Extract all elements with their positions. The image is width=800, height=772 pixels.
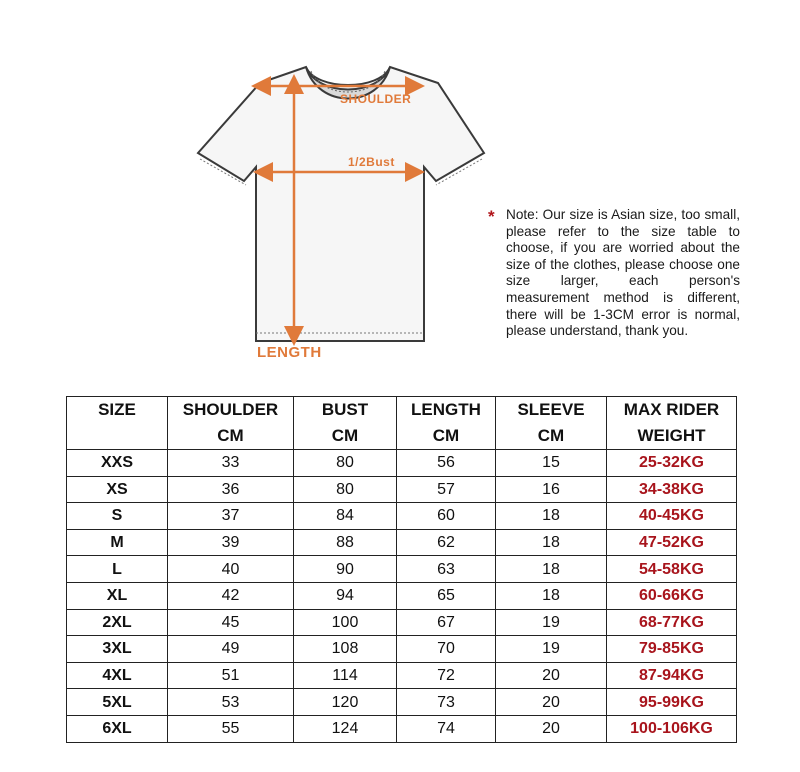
cell-length: 74 [397,715,496,742]
cell-size: 6XL [67,715,168,742]
cell-shoulder: 33 [168,450,294,477]
cell-length: 60 [397,503,496,530]
cell-weight: 79-85KG [607,636,737,663]
header-row [67,397,737,424]
cell-shoulder: 39 [168,529,294,556]
unit-bust: CM [294,423,397,450]
unit-length: CM [397,423,496,450]
cell-length: 65 [397,582,496,609]
cell-length: 72 [397,662,496,689]
cell-bust: 80 [294,450,397,477]
header-size: SIZE [67,397,168,424]
cell-bust: 80 [294,476,397,503]
cell-shoulder: 51 [168,662,294,689]
table-row [67,636,737,663]
cell-size: M [67,529,168,556]
cell-length: 67 [397,609,496,636]
cell-size: 3XL [67,636,168,663]
cell-length: 56 [397,450,496,477]
cell-weight: 87-94KG [607,662,737,689]
cell-bust: 108 [294,636,397,663]
tshirt-outline [198,67,484,341]
table-row [67,476,737,503]
table-row [67,715,737,742]
header-shoulder: SHOULDER [168,397,294,424]
unit-shoulder: CM [168,423,294,450]
cell-size: XXS [67,450,168,477]
cell-weight: 100-106KG [607,715,737,742]
cell-weight: 54-58KG [607,556,737,583]
size-note [488,207,740,340]
cell-shoulder: 45 [168,609,294,636]
cell-weight: 95-99KG [607,689,737,716]
cell-sleeve: 16 [496,476,607,503]
cell-sleeve: 19 [496,609,607,636]
cell-bust: 90 [294,556,397,583]
cell-shoulder: 49 [168,636,294,663]
cell-bust: 94 [294,582,397,609]
cell-sleeve: 15 [496,450,607,477]
cell-bust: 100 [294,609,397,636]
table-row [67,556,737,583]
cell-length: 62 [397,529,496,556]
cell-sleeve: 20 [496,715,607,742]
cell-length: 70 [397,636,496,663]
cell-bust: 84 [294,503,397,530]
unit-sleeve: CM [496,423,607,450]
cell-weight: 40-45KG [607,503,737,530]
cell-weight: 60-66KG [607,582,737,609]
cell-sleeve: 19 [496,636,607,663]
table-row [67,582,737,609]
cell-sleeve: 18 [496,529,607,556]
table-row [67,450,737,477]
cell-weight: 34-38KG [607,476,737,503]
cell-shoulder: 55 [168,715,294,742]
cell-weight: 47-52KG [607,529,737,556]
cell-size: S [67,503,168,530]
size-note-text: Note: Our size is Asian size, too small, please refer to the size table to choose, if you are worried about the size of the clothes, please choose one size larger, each person's measurement method is different, there will be 1-3CM error is normal, please understand, thank you. [506,207,740,339]
tshirt-diagram [190,55,490,365]
unit-weight: WEIGHT [607,423,737,450]
cell-bust: 88 [294,529,397,556]
unit-row [67,423,737,450]
cell-sleeve: 20 [496,662,607,689]
header-length: LENGTH [397,397,496,424]
cell-weight: 68-77KG [607,609,737,636]
cell-sleeve: 18 [496,503,607,530]
cell-bust: 124 [294,715,397,742]
table-row [67,662,737,689]
cell-size: XS [67,476,168,503]
cell-size: 2XL [67,609,168,636]
cell-size: L [67,556,168,583]
cell-weight: 25-32KG [607,450,737,477]
cell-length: 73 [397,689,496,716]
header-max-rider: MAX RIDER [607,397,737,424]
size-chart-table [66,396,737,743]
table-row [67,529,737,556]
table-row [67,689,737,716]
cell-sleeve: 18 [496,556,607,583]
cell-size: 5XL [67,689,168,716]
cell-shoulder: 37 [168,503,294,530]
cell-shoulder: 36 [168,476,294,503]
cell-length: 63 [397,556,496,583]
bust-label: 1/2Bust [348,155,395,169]
cell-size: XL [67,582,168,609]
cell-shoulder: 40 [168,556,294,583]
cell-bust: 120 [294,689,397,716]
cell-bust: 114 [294,662,397,689]
header-sleeve: SLEEVE [496,397,607,424]
cell-shoulder: 53 [168,689,294,716]
cell-shoulder: 42 [168,582,294,609]
length-label: LENGTH [257,344,322,361]
table-row [67,609,737,636]
table-row [67,503,737,530]
unit-size [67,423,168,450]
cell-sleeve: 20 [496,689,607,716]
header-bust: BUST [294,397,397,424]
note-asterisk: * [488,207,495,226]
cell-sleeve: 18 [496,582,607,609]
cell-size: 4XL [67,662,168,689]
shoulder-label: SHOULDER [340,92,412,106]
size-chart-body [67,450,737,743]
cell-length: 57 [397,476,496,503]
